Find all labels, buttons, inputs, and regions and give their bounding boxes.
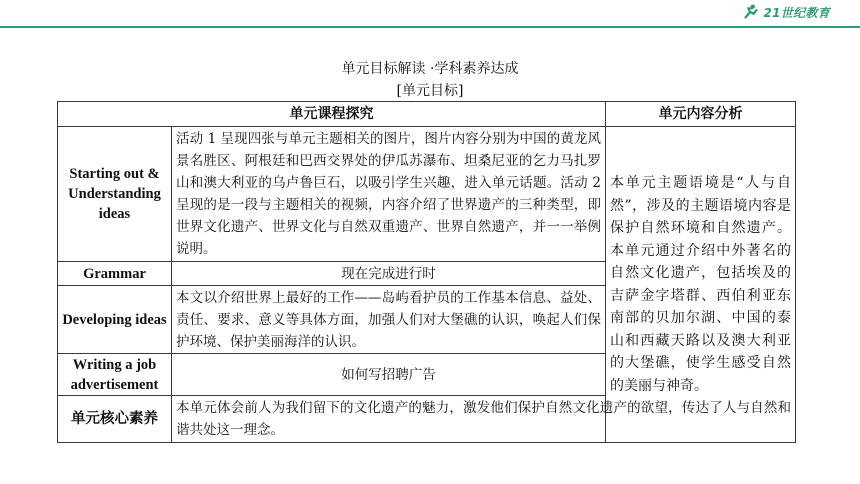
runner-logo-icon	[742, 3, 760, 21]
top-divider	[0, 26, 860, 28]
row-label-starting-out: Starting out & Understanding ideas	[58, 127, 172, 262]
row-label-developing-ideas: Developing ideas	[58, 286, 172, 354]
title-block	[0, 58, 860, 100]
row-content-writing: 如何写招聘广告	[172, 354, 606, 396]
row-label-writing: Writing a job advertisement	[58, 354, 172, 396]
top-bar	[0, 0, 860, 33]
row-content-developing-ideas: 本文以介绍世界上最好的工作——岛屿看护员的工作基本信息、益处、责任、要求、意义等具体方面，加强人们对大堡礁的认识，唤起人们保护环境、保护美丽海洋的认识。	[172, 286, 606, 354]
table-row	[58, 127, 796, 262]
table-header-row	[58, 102, 796, 127]
table-row	[58, 396, 796, 443]
row-content-core-literacy: 本单元体会前人为我们留下的文化遗产的魅力，激发他们保护自然文化遗产的欲望，传达了人与自然和谐共处这一理念。	[172, 396, 796, 443]
page-subtitle: [单元目标]	[396, 83, 464, 99]
unit-objectives-table	[57, 101, 796, 443]
row-label-grammar: Grammar	[58, 262, 172, 286]
logo-text: 21世纪教育	[763, 5, 830, 20]
row-label-core-literacy: 单元核心素养	[58, 396, 172, 443]
brand-logo	[742, 3, 831, 21]
row-content-grammar: 现在完成进行时	[172, 262, 606, 286]
row-content-starting-out: 活动 1 呈现四张与单元主题相关的图片，图片内容分别为中国的黄龙风景名胜区、阿根廷和巴西交界处的伊瓜苏瀑布、坦桑尼亚的乞力马扎罗山和澳大利亚的乌卢鲁巨石，以吸引学生兴趣，进入单元话题。活动 2 呈现的是一段与主题相关的视频，内容介绍了世界遗产的三种类型，即世界文化遗产、世界文化与自然双重遗产、世界自然遗产，并一一举例说明。	[172, 127, 606, 262]
unit-content-analysis: 本单元主题语境是“人与自然”，涉及的主题语境内容是保护自然环境和自然遗产。本单元通过介绍中外著名的自然文化遗产，包括埃及的吉萨金字塔群、西伯利亚东南部的贝加尔湖、中国的泰山和西藏天路以及澳大利亚的大堡礁，使学生感受自然的美丽与神奇。	[606, 127, 796, 443]
column-header-analysis: 单元内容分析	[606, 102, 796, 127]
page-title: 单元目标解读 ·学科素养达成	[341, 61, 519, 77]
column-header-exploration: 单元课程探究	[58, 102, 606, 127]
